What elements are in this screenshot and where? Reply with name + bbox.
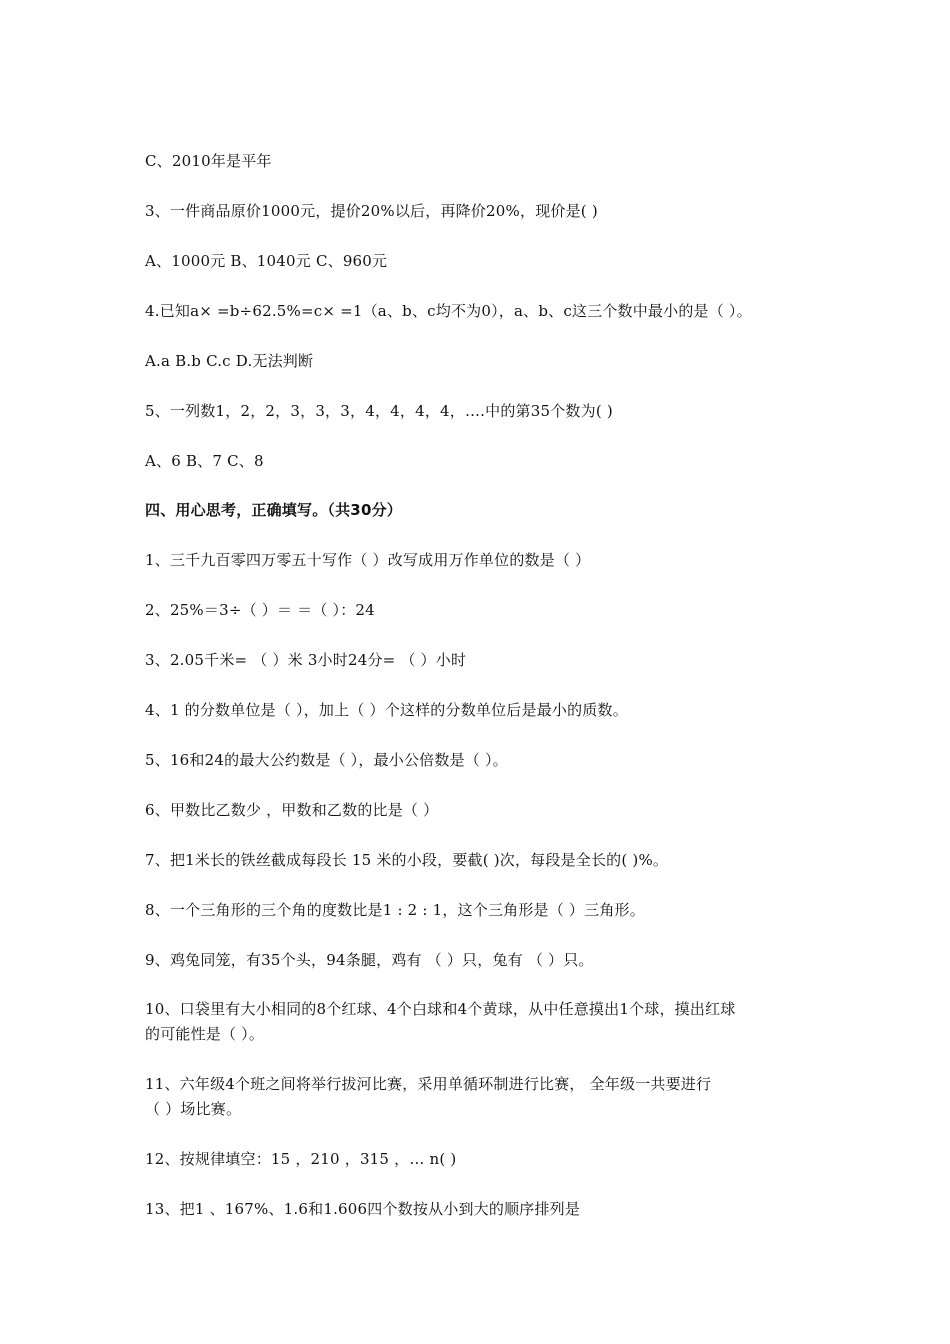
question-line-continued: 的可能性是（ ）。 bbox=[145, 1025, 265, 1043]
question-line: 11、六年级4个班之间将举行拔河比赛，采用单循环制进行比赛， 全年级一共要进行 bbox=[145, 1075, 712, 1093]
question-line: 4.已知a× =b÷62.5%=c× =1（a、b、c均不为0），a、b、c这三个数中最小的是（ ）。 bbox=[145, 302, 752, 320]
question-line: 5、一列数1，2，2，3，3，3，4，4，4，4，….中的第35个数为( ) bbox=[145, 402, 613, 420]
option-line: A.a B.b C.c D.无法判断 bbox=[145, 352, 314, 370]
question-line: 7、把1米长的铁丝截成每段长 15 米的小段，要截( )次，每段是全长的( )%。 bbox=[145, 851, 669, 869]
section-heading: 四、用心思考，正确填写。（共30分） bbox=[145, 501, 402, 519]
question-line: 3、2.05千米= （ ）米 3小时24分= （ ）小时 bbox=[145, 651, 467, 669]
question-line: 2、25%＝3÷（ ）＝ ＝（ ）：24 bbox=[145, 601, 375, 619]
question-line: 3、一件商品原价1000元，提价20%以后，再降价20%，现价是( ) bbox=[145, 202, 598, 220]
question-line: 9、鸡兔同笼，有35个头，94条腿，鸡有 （ ）只，兔有 （ ）只。 bbox=[145, 951, 594, 969]
question-line: 13、把1 、167%、1.6和1.606四个数按从小到大的顺序排列是 bbox=[145, 1200, 581, 1218]
question-line: 8、一个三角形的三个角的度数比是1 : 2 : 1，这个三角形是（ ）三角形。 bbox=[145, 901, 645, 919]
question-line: 4、1 的分数单位是（ ），加上（ ）个这样的分数单位后是最小的质数。 bbox=[145, 701, 628, 719]
option-line: A、1000元 B、1040元 C、960元 bbox=[145, 252, 388, 270]
question-line: 10、口袋里有大小相同的8个红球、4个白球和4个黄球，从中任意摸出1个球，摸出红球 bbox=[145, 1000, 736, 1018]
question-line: 5、16和24的最大公约数是（ ），最小公倍数是（ ）。 bbox=[145, 751, 508, 769]
question-line: 1、三千九百零四万零五十写作（ ）改写成用万作单位的数是（ ） bbox=[145, 551, 591, 569]
question-line: 12、按规律填空：15 ，210 ，315 ，… n( ) bbox=[145, 1150, 457, 1168]
option-line: C、2010年是平年 bbox=[145, 152, 272, 170]
question-line-continued: （ ）场比赛。 bbox=[145, 1100, 242, 1118]
option-line: A、6 B、7 C、8 bbox=[145, 452, 264, 470]
question-line: 6、甲数比乙数少 ，甲数和乙数的比是（ ） bbox=[145, 801, 439, 819]
